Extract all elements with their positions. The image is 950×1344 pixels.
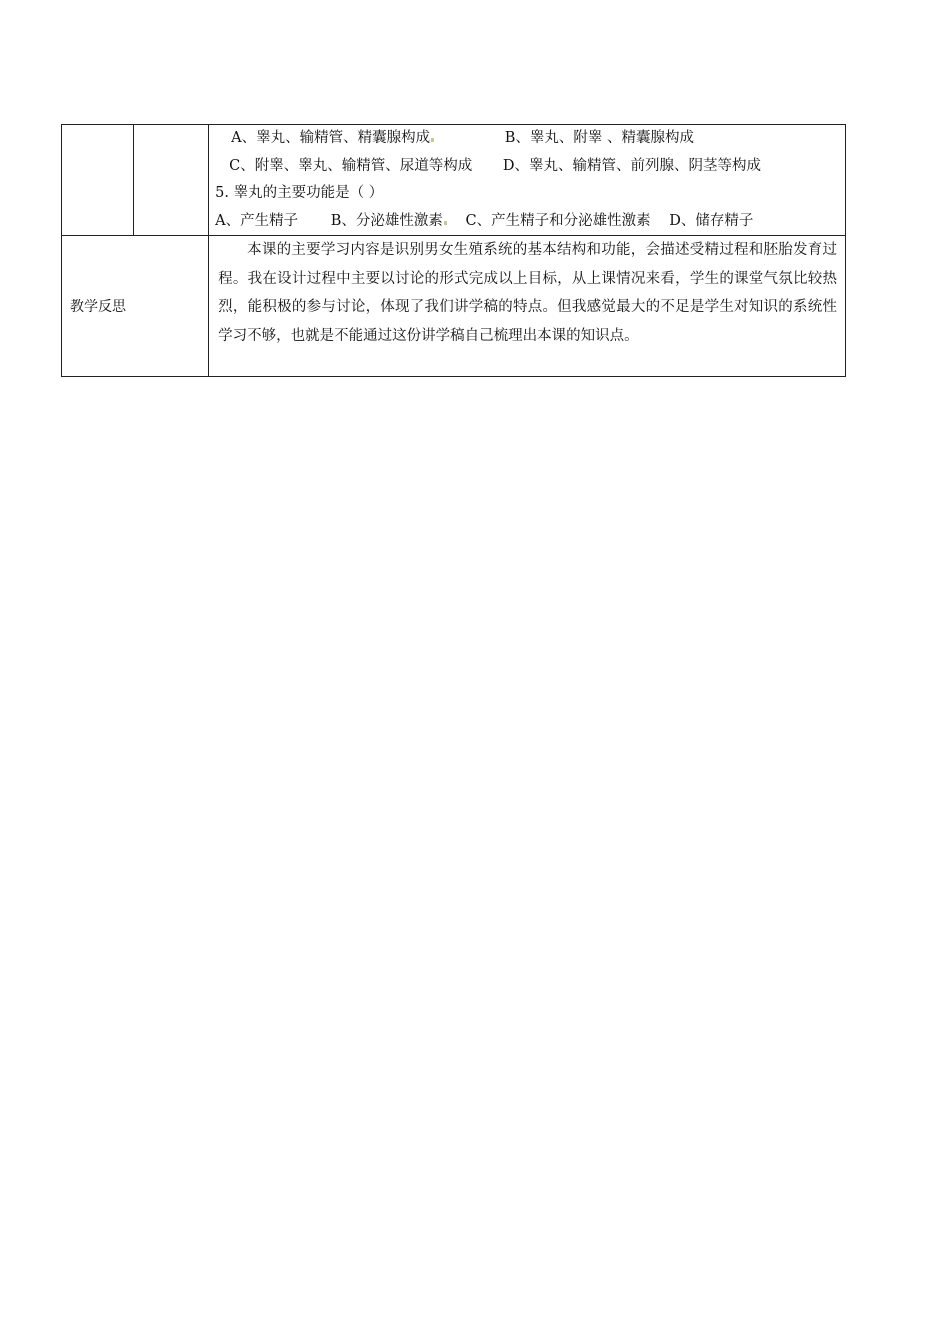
q5-option-a: A、产生精子 [215,212,299,229]
q4-option-d: D、睾丸、输精管、前列腺、阴茎等构成 [502,157,761,174]
q5-question [215,180,845,208]
q5-question-text: 5. 睾丸的主要功能是（ ） [215,185,384,201]
q4-options-ab [215,125,845,153]
q5-option-d: D、储存精子 [669,212,754,229]
q5-option-b: B、分泌雄性激素 [330,212,443,229]
reflection-row [62,236,846,377]
quiz-content-cell [209,125,846,236]
quiz-row [62,125,846,236]
q4-option-c: C、附睾、睾丸、输精管、尿道等构成 [229,157,473,174]
quiz-sublabel-cell [134,125,209,236]
reflection-text: 本课的主要学习内容是识别男女生殖系统的基本结构和功能，会描述受精过程和胚胎发育过程。我在设计过程中主要以讨论的形式完成以上目标，从上课情况来看，学生的课堂气氛比较热烈，能积极的参与讨论，体现了我们讲学稿的特点。但我感觉最大的不足是学生对知识的系统性学习不够，也就是不能通过这份讲学稿自己梳理出本课的知识点。 [209,236,846,377]
lesson-table [61,124,846,377]
q4-option-b: B、睾丸、附睾 、精囊腺构成 [504,130,695,146]
edit-mark-icon [444,221,447,225]
q5-option-c: C、产生精子和分泌雄性激素 [465,212,651,229]
q5-options [215,208,845,236]
reflection-label: 教学反思 [62,236,209,377]
edit-mark-icon [431,138,434,142]
q4-option-a: A、睾丸、输精管、精囊腺构成 [231,130,431,146]
q4-options-cd [215,153,845,181]
quiz-label-cell [62,125,134,236]
